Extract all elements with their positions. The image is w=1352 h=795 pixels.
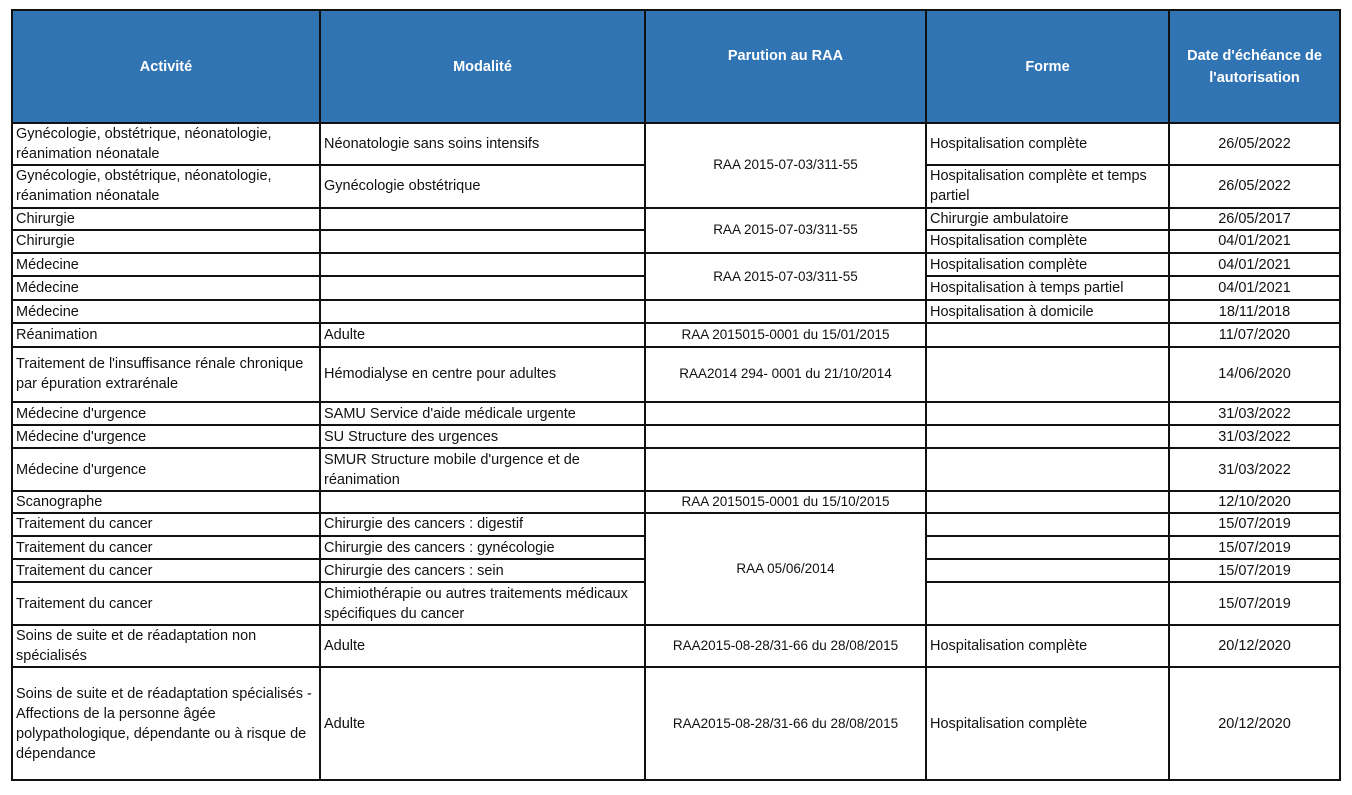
authorization-table [11, 9, 1341, 781]
cell-modalite [320, 230, 645, 253]
table-row [12, 123, 1340, 165]
cell-date: 04/01/2021 [1169, 230, 1340, 253]
table-row [12, 323, 1340, 346]
cell-date: 12/10/2020 [1169, 491, 1340, 513]
cell-date: 15/07/2019 [1169, 582, 1340, 624]
cell-date: 15/07/2019 [1169, 513, 1340, 536]
cell-modalite: Hémodialyse en centre pour adultes [320, 347, 645, 402]
cell-activite: Médecine [12, 276, 320, 300]
cell-forme [926, 536, 1169, 559]
cell-modalite: Néonatologie sans soins intensifs [320, 123, 645, 165]
cell-activite: Chirurgie [12, 230, 320, 253]
cell-date: 26/05/2022 [1169, 165, 1340, 207]
cell-forme [926, 491, 1169, 513]
cell-activite: Chirurgie [12, 208, 320, 230]
header-row [12, 10, 1340, 123]
header-parution: Parution au RAA [645, 10, 926, 123]
cell-activite: Soins de suite et de réadaptation spécialisés - Affections de la personne âgée polypathologique, dépendante ou à risque de dépendance [12, 667, 320, 780]
table-row [12, 347, 1340, 402]
cell-date: 31/03/2022 [1169, 402, 1340, 425]
cell-modalite: SU Structure des urgences [320, 425, 645, 448]
cell-modalite: Adulte [320, 625, 645, 667]
cell-forme: Hospitalisation complète et temps partiel [926, 165, 1169, 207]
cell-forme: Chirurgie ambulatoire [926, 208, 1169, 230]
table-row [12, 625, 1340, 667]
cell-activite: Médecine [12, 253, 320, 276]
cell-activite: Traitement du cancer [12, 559, 320, 582]
cell-activite: Médecine d'urgence [12, 425, 320, 448]
table-row [12, 208, 1340, 230]
table-row [12, 491, 1340, 513]
table-row [12, 667, 1340, 780]
header-modalite: Modalité [320, 10, 645, 123]
cell-modalite: Adulte [320, 323, 645, 346]
cell-activite: Réanimation [12, 323, 320, 346]
cell-date: 15/07/2019 [1169, 559, 1340, 582]
cell-forme: Hospitalisation à domicile [926, 300, 1169, 323]
cell-forme [926, 448, 1169, 490]
cell-parution: RAA 2015015-0001 du 15/10/2015 [645, 491, 926, 513]
cell-parution [645, 402, 926, 425]
cell-forme [926, 559, 1169, 582]
cell-activite: Traitement du cancer [12, 536, 320, 559]
cell-date: 20/12/2020 [1169, 625, 1340, 667]
table-row [12, 448, 1340, 490]
cell-date: 26/05/2022 [1169, 123, 1340, 165]
table-row [12, 402, 1340, 425]
cell-modalite [320, 491, 645, 513]
cell-parution: RAA2015-08-28/31-66 du 28/08/2015 [645, 625, 926, 667]
cell-activite: Gynécologie, obstétrique, néonatologie, réanimation néonatale [12, 123, 320, 165]
cell-forme [926, 425, 1169, 448]
cell-forme: Hospitalisation complète [926, 230, 1169, 253]
cell-forme: Hospitalisation complète [926, 667, 1169, 780]
cell-activite: Médecine [12, 300, 320, 323]
cell-date: 31/03/2022 [1169, 425, 1340, 448]
cell-activite: Médecine d'urgence [12, 402, 320, 425]
cell-activite: Scanographe [12, 491, 320, 513]
cell-parution [645, 425, 926, 448]
cell-activite: Soins de suite et de réadaptation non spécialisés [12, 625, 320, 667]
cell-modalite: Adulte [320, 667, 645, 780]
cell-modalite: Chirurgie des cancers : digestif [320, 513, 645, 536]
cell-date: 11/07/2020 [1169, 323, 1340, 346]
cell-modalite: Chirurgie des cancers : sein [320, 559, 645, 582]
cell-forme [926, 347, 1169, 402]
cell-modalite: Chirurgie des cancers : gynécologie [320, 536, 645, 559]
cell-date: 26/05/2017 [1169, 208, 1340, 230]
cell-modalite [320, 300, 645, 323]
cell-date: 04/01/2021 [1169, 276, 1340, 300]
cell-parution: RAA2015-08-28/31-66 du 28/08/2015 [645, 667, 926, 780]
cell-forme: Hospitalisation complète [926, 123, 1169, 165]
cell-forme [926, 402, 1169, 425]
table-row [12, 253, 1340, 276]
cell-activite: Traitement de l'insuffisance rénale chronique par épuration extrarénale [12, 347, 320, 402]
cell-forme: Hospitalisation complète [926, 625, 1169, 667]
cell-modalite: SAMU Service d'aide médicale urgente [320, 402, 645, 425]
cell-modalite [320, 253, 645, 276]
cell-date: 04/01/2021 [1169, 253, 1340, 276]
cell-forme: Hospitalisation à temps partiel [926, 276, 1169, 300]
header-date: Date d'échéance de l'autorisation [1169, 10, 1340, 123]
cell-modalite: Gynécologie obstétrique [320, 165, 645, 207]
cell-activite: Médecine d'urgence [12, 448, 320, 490]
cell-date: 15/07/2019 [1169, 536, 1340, 559]
cell-date: 14/06/2020 [1169, 347, 1340, 402]
cell-activite: Gynécologie, obstétrique, néonatologie, réanimation néonatale [12, 165, 320, 207]
cell-parution: RAA 2015-07-03/311-55 [645, 253, 926, 300]
cell-parution [645, 300, 926, 323]
cell-parution: RAA 2015-07-03/311-55 [645, 123, 926, 208]
cell-activite: Traitement du cancer [12, 582, 320, 624]
cell-date: 31/03/2022 [1169, 448, 1340, 490]
table-row [12, 300, 1340, 323]
header-activite: Activité [12, 10, 320, 123]
cell-modalite [320, 276, 645, 300]
cell-date: 20/12/2020 [1169, 667, 1340, 780]
cell-forme [926, 513, 1169, 536]
cell-forme [926, 323, 1169, 346]
cell-parution: RAA 05/06/2014 [645, 513, 926, 625]
cell-activite: Traitement du cancer [12, 513, 320, 536]
cell-forme [926, 582, 1169, 624]
cell-parution: RAA 2015015-0001 du 15/01/2015 [645, 323, 926, 346]
header-forme: Forme [926, 10, 1169, 123]
cell-date: 18/11/2018 [1169, 300, 1340, 323]
table-row [12, 425, 1340, 448]
cell-parution: RAA2014 294- 0001 du 21/10/2014 [645, 347, 926, 402]
cell-modalite: SMUR Structure mobile d'urgence et de réanimation [320, 448, 645, 490]
cell-modalite [320, 208, 645, 230]
cell-forme: Hospitalisation complète [926, 253, 1169, 276]
cell-modalite: Chimiothérapie ou autres traitements médicaux spécifiques du cancer [320, 582, 645, 624]
table-row [12, 513, 1340, 536]
cell-parution [645, 448, 926, 490]
cell-parution: RAA 2015-07-03/311-55 [645, 208, 926, 253]
